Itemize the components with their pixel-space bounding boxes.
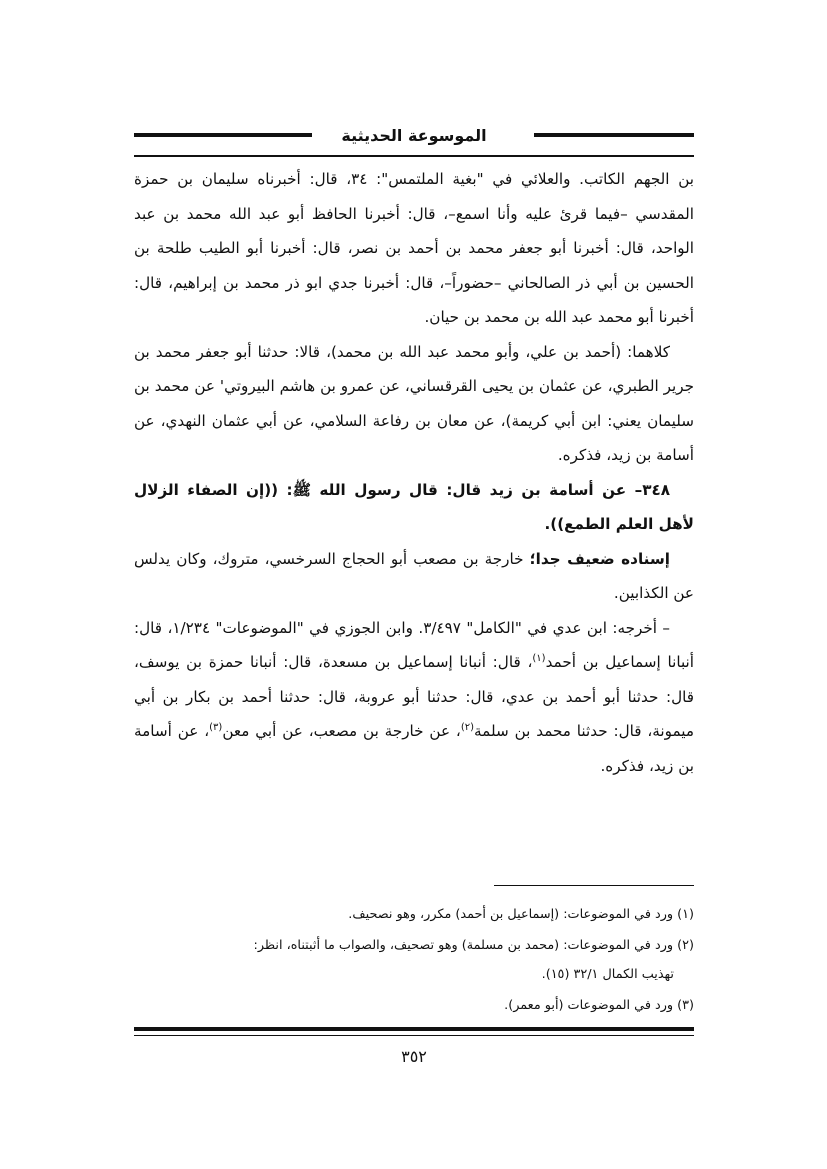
hadith-348: ٣٤٨– عن أسامة بن زيد قال: قال رسول الله ﷺ: ((إن الصفاء الزلال لأهل العلم الطمع)).: [134, 480, 694, 533]
header-underline: [134, 155, 694, 157]
paragraph-takhrij: [134, 611, 694, 784]
footer-rule-thin: [134, 1035, 694, 1036]
footnote-marker-1[interactable]: (١): [532, 652, 546, 664]
footnote-1: (١) ورد في الموضوعات: (إسماعيل بن أحمد) مكرر، وهو نصحيف.: [348, 907, 694, 922]
takhrij-part-d: ، عن أسامة بن زيد، فذكره.: [134, 722, 694, 775]
running-header: [134, 121, 694, 157]
footnote-2-line-2: تهذيب الكمال ٣٢/١ (١٥).: [541, 967, 674, 982]
footnote-marker-3[interactable]: (٣): [209, 721, 223, 733]
page-number: ٣٥٢: [401, 1047, 427, 1066]
main-text: [134, 162, 694, 783]
page: [134, 0, 694, 1169]
footnote-3: (٣) ورد في الموضوعات (أبو معمر).: [504, 998, 694, 1013]
header-rule-right: [534, 133, 694, 137]
paragraph-2: كلاهما: (أحمد بن علي، وأبو محمد عبد الله بن محمد)، قالا: حدثنا أبو جعفر محمد بن جرير الطبري، عن عثمان بن يحيى القرقساني، عن عمرو بن هاشم البيروتي' عن محمد بن سليمان يعني: ابن أبي كريمة)، عن معان بن رفاعة السلامي، عن أبي عثمان النهدي، عن أسامة بن زيد، فذكره.: [134, 342, 694, 464]
footnote-marker-2[interactable]: (٢): [460, 721, 475, 733]
takhrij-part-a: – أخرجه: ابن عدي في "الكامل" ٣/٤٩٧. وابن الجوزي في "الموضوعات" ١/٢٣٤، قال: أنبانا إسماعيل بن أحمد: [134, 618, 694, 671]
isnad-text: خارجة بن مصعب أبو الحجاج السرخسي، متروك، وكان يدلس عن الكذابين.: [134, 549, 694, 602]
takhrij-part-c: ، عن خارجة بن مصعب، عن أبي معن: [222, 722, 461, 740]
footnote-2: [134, 931, 694, 989]
footnote-separator: [494, 885, 694, 886]
footnote-2-line-1: (٢) ورد في الموضوعات: (محمد بن مسلمة) وهو تصحيف، والصواب ما أثبتناه، انظر:: [253, 938, 694, 953]
footer-rule-thick: [134, 1027, 694, 1031]
header-title: الموسوعة الحديثية: [341, 126, 487, 145]
footnotes: [134, 900, 694, 1022]
isnad-grade: إسناده ضعيف جدا؛: [529, 549, 670, 568]
paragraph-1: بن الجهم الكاتب. والعلائي في "بغية الملتمس": ٣٤، قال: أخبرناه سليمان بن حمزة المقدسي –فيما قرئ عليه وأنا اسمع–، قال: أخبرنا الحافظ أبو عبد الله محمد بن عبد الواحد، قال: أخبرنا أبو جعفر محمد بن أحمد بن نصر، قال: أخبرنا أبو الطيب طلحة بن الحسين بن أبي ذر الصالحاني –حضوراً–، قال: أخبرنا جدي ابو ذر محمد بن إبراهيم، قال: أخبرنا أبو محمد عبد الله بن محمد بن حيان.: [134, 170, 694, 326]
takhrij-part-b: ، قال: أنبانا إسماعيل بن مسعدة، قال: أنبانا حمزة بن يوسف، قال: حدثنا أبو أحمد بن عدي، قال: حدثنا أبو عروبة، قال: حدثنا أحمد بن بكار بن أبي ميمونة، قال: حدثنا محمد بن سلمة: [134, 653, 694, 740]
paragraph-isnad: [134, 542, 694, 611]
header-rule-left: [134, 133, 312, 137]
